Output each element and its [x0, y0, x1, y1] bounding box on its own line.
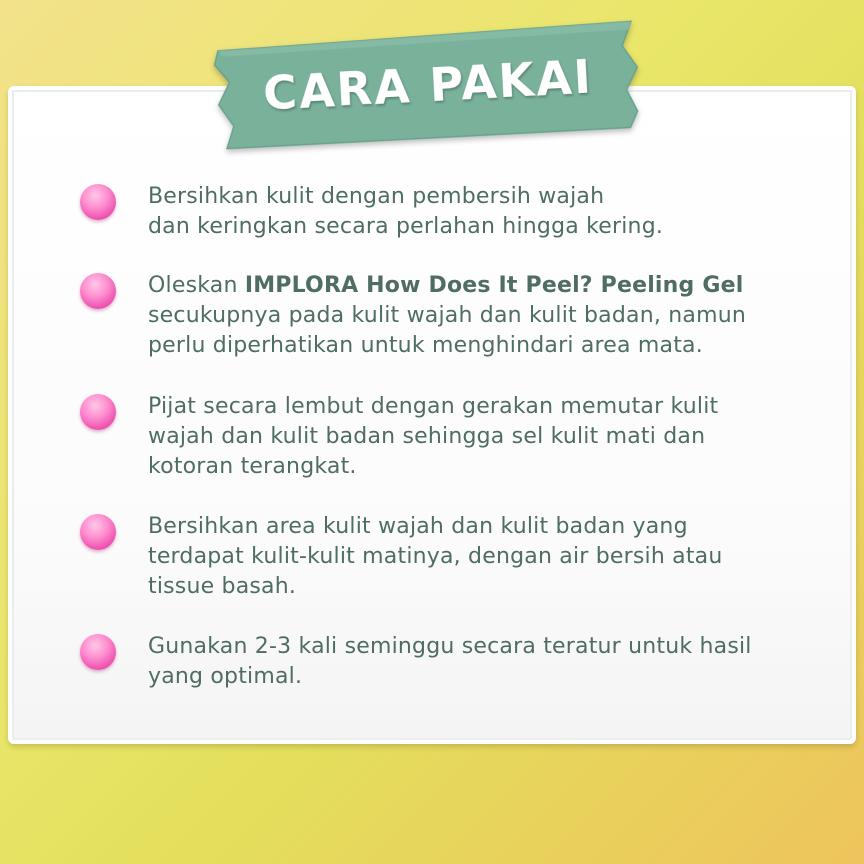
step-text	[148, 392, 798, 482]
step-line: tissue basah.	[148, 574, 297, 599]
step-line: dan keringkan secara perlahan hingga kering.	[148, 214, 664, 239]
step-line: wajah dan kulit badan sehingga sel kulit mati dan	[148, 424, 706, 449]
step-text	[148, 182, 798, 242]
bullet-dot-icon	[80, 273, 116, 309]
step-line: Bersihkan area kulit wajah dan kulit badan yang	[148, 514, 688, 539]
step-line: perlu diperhatikan untuk menghindari area mata.	[148, 333, 703, 358]
bullet-dot-icon	[80, 514, 116, 550]
bullet-dot-icon	[80, 184, 116, 220]
step-line: Gunakan 2-3 kali seminggu secara teratur untuk hasil	[148, 634, 752, 659]
step-line: Bersihkan kulit dengan pembersih wajah	[148, 184, 605, 209]
product-name: IMPLORA How Does It Peel? Peeling Gel	[244, 273, 744, 298]
bullet-dot-icon	[80, 394, 116, 430]
step-line: Pijat secara lembut dengan gerakan memutar kulit	[148, 394, 719, 419]
step-line	[148, 271, 798, 301]
step-prefix: Oleskan	[148, 273, 245, 298]
step-line: yang optimal.	[148, 664, 303, 689]
page-title: CARA PAKAI	[261, 49, 595, 121]
bullet-dot-icon	[80, 634, 116, 670]
step-line: secukupnya pada kulit wajah dan kulit badan, namun	[148, 303, 746, 328]
step-text	[148, 271, 798, 361]
step-line: kotoran terangkat.	[148, 454, 357, 479]
step-text	[148, 632, 798, 692]
step-line: terdapat kulit-kulit matinya, dengan air bersih atau	[148, 544, 723, 569]
step-text	[148, 512, 798, 602]
